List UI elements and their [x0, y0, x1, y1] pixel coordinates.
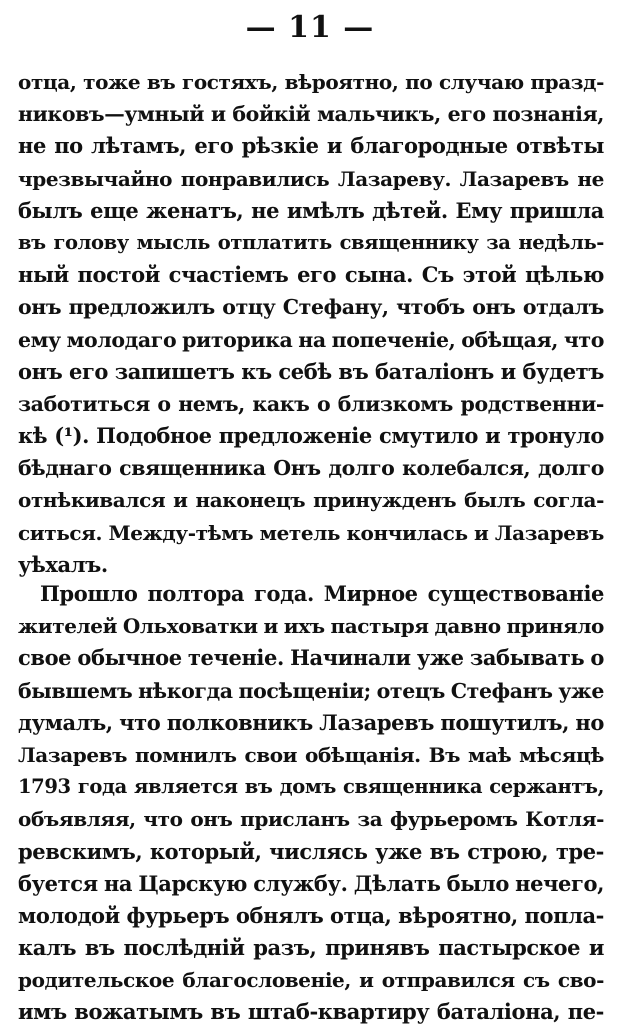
text-line: Лазаревъ помнилъ свои обѣщанія. Въ маѣ мѣсяцѣ: [18, 742, 604, 767]
text-line: не по лѣтамъ, его рѣзкіе и благородные отвѣты: [18, 133, 604, 159]
text-line: объявляя, что онъ присланъ за фурьеромъ Котля-: [18, 807, 604, 832]
text-line: онъ его запишетъ къ себѣ въ баталіонъ и будетъ: [18, 358, 604, 384]
text-line: ный постой счастіемъ его сына. Съ этой цѣлью: [18, 262, 604, 288]
text-line: отца, тоже въ гостяхъ, вѣроятно, по случаю празд-: [18, 70, 604, 94]
text-line: заботиться о немъ, какъ о близкомъ родственни-: [18, 391, 604, 416]
text-line: родительское благословеніе, и отправился съ сво-: [18, 968, 604, 993]
text-line: кѣ (¹). Подобное предложеніе смутило и тронуло: [18, 423, 604, 449]
text-line: имъ вожатымъ въ штаб-квартиру баталіона, пе-: [18, 999, 604, 1025]
text-line: жителей Ольховатки и ихъ пастыря давно приняло: [18, 614, 604, 639]
text-line: калъ въ послѣдній разъ, принявъ пастырское и: [18, 935, 604, 961]
text-line: былъ еще женатъ, не имѣлъ дѣтей. Ему пришла: [18, 197, 604, 223]
text-line: въ голову мысль отплатить священнику за недѣль-: [18, 230, 604, 254]
page-number: — 11 —: [245, 10, 375, 45]
text-line: 1793 года является въ домъ священника сержантъ,: [18, 775, 604, 799]
text-line: онъ предложилъ отцу Стефану, чтобъ онъ отдалъ: [18, 295, 604, 320]
text-line: уѣхалъ.: [18, 551, 108, 577]
paragraph-2: [18, 578, 604, 1029]
text-line: свое обычное теченіе. Начинали уже забывать о: [18, 645, 604, 671]
text-line: молодой фурьеръ обнялъ отца, вѣроятно, попла-: [18, 902, 604, 928]
text-line: ревскимъ, который, числясь уже въ строю, тре-: [18, 838, 604, 864]
text-line: думалъ, что полковникъ Лазаревъ пошутилъ, но: [18, 709, 604, 735]
text-line: бывшемъ нѣкогда посѣщеніи; отецъ Стефанъ уже: [18, 678, 604, 703]
paragraph-1: [18, 66, 604, 581]
text-line: отнѣкивался и наконецъ принужденъ былъ согла-: [18, 488, 604, 513]
text-line: ему молодаго риторика на попеченіе, обѣщая, что: [18, 327, 604, 352]
text-line: буется на Царскую службу. Дѣлать было нечего,: [18, 870, 604, 896]
text-line: Прошло полтора года. Мирное существованіе: [40, 581, 604, 606]
text-line: чрезвычайно понравились Лазареву. Лазаревъ не: [18, 166, 604, 191]
text-line: бѣднаго священника Онъ долго колебался, долго: [18, 456, 604, 481]
text-line: никовъ—умный и бойкій мальчикъ, его познанія,: [18, 102, 604, 127]
text-line: ситься. Между-тѣмъ метель кончилась и Лазаревъ: [18, 520, 604, 545]
